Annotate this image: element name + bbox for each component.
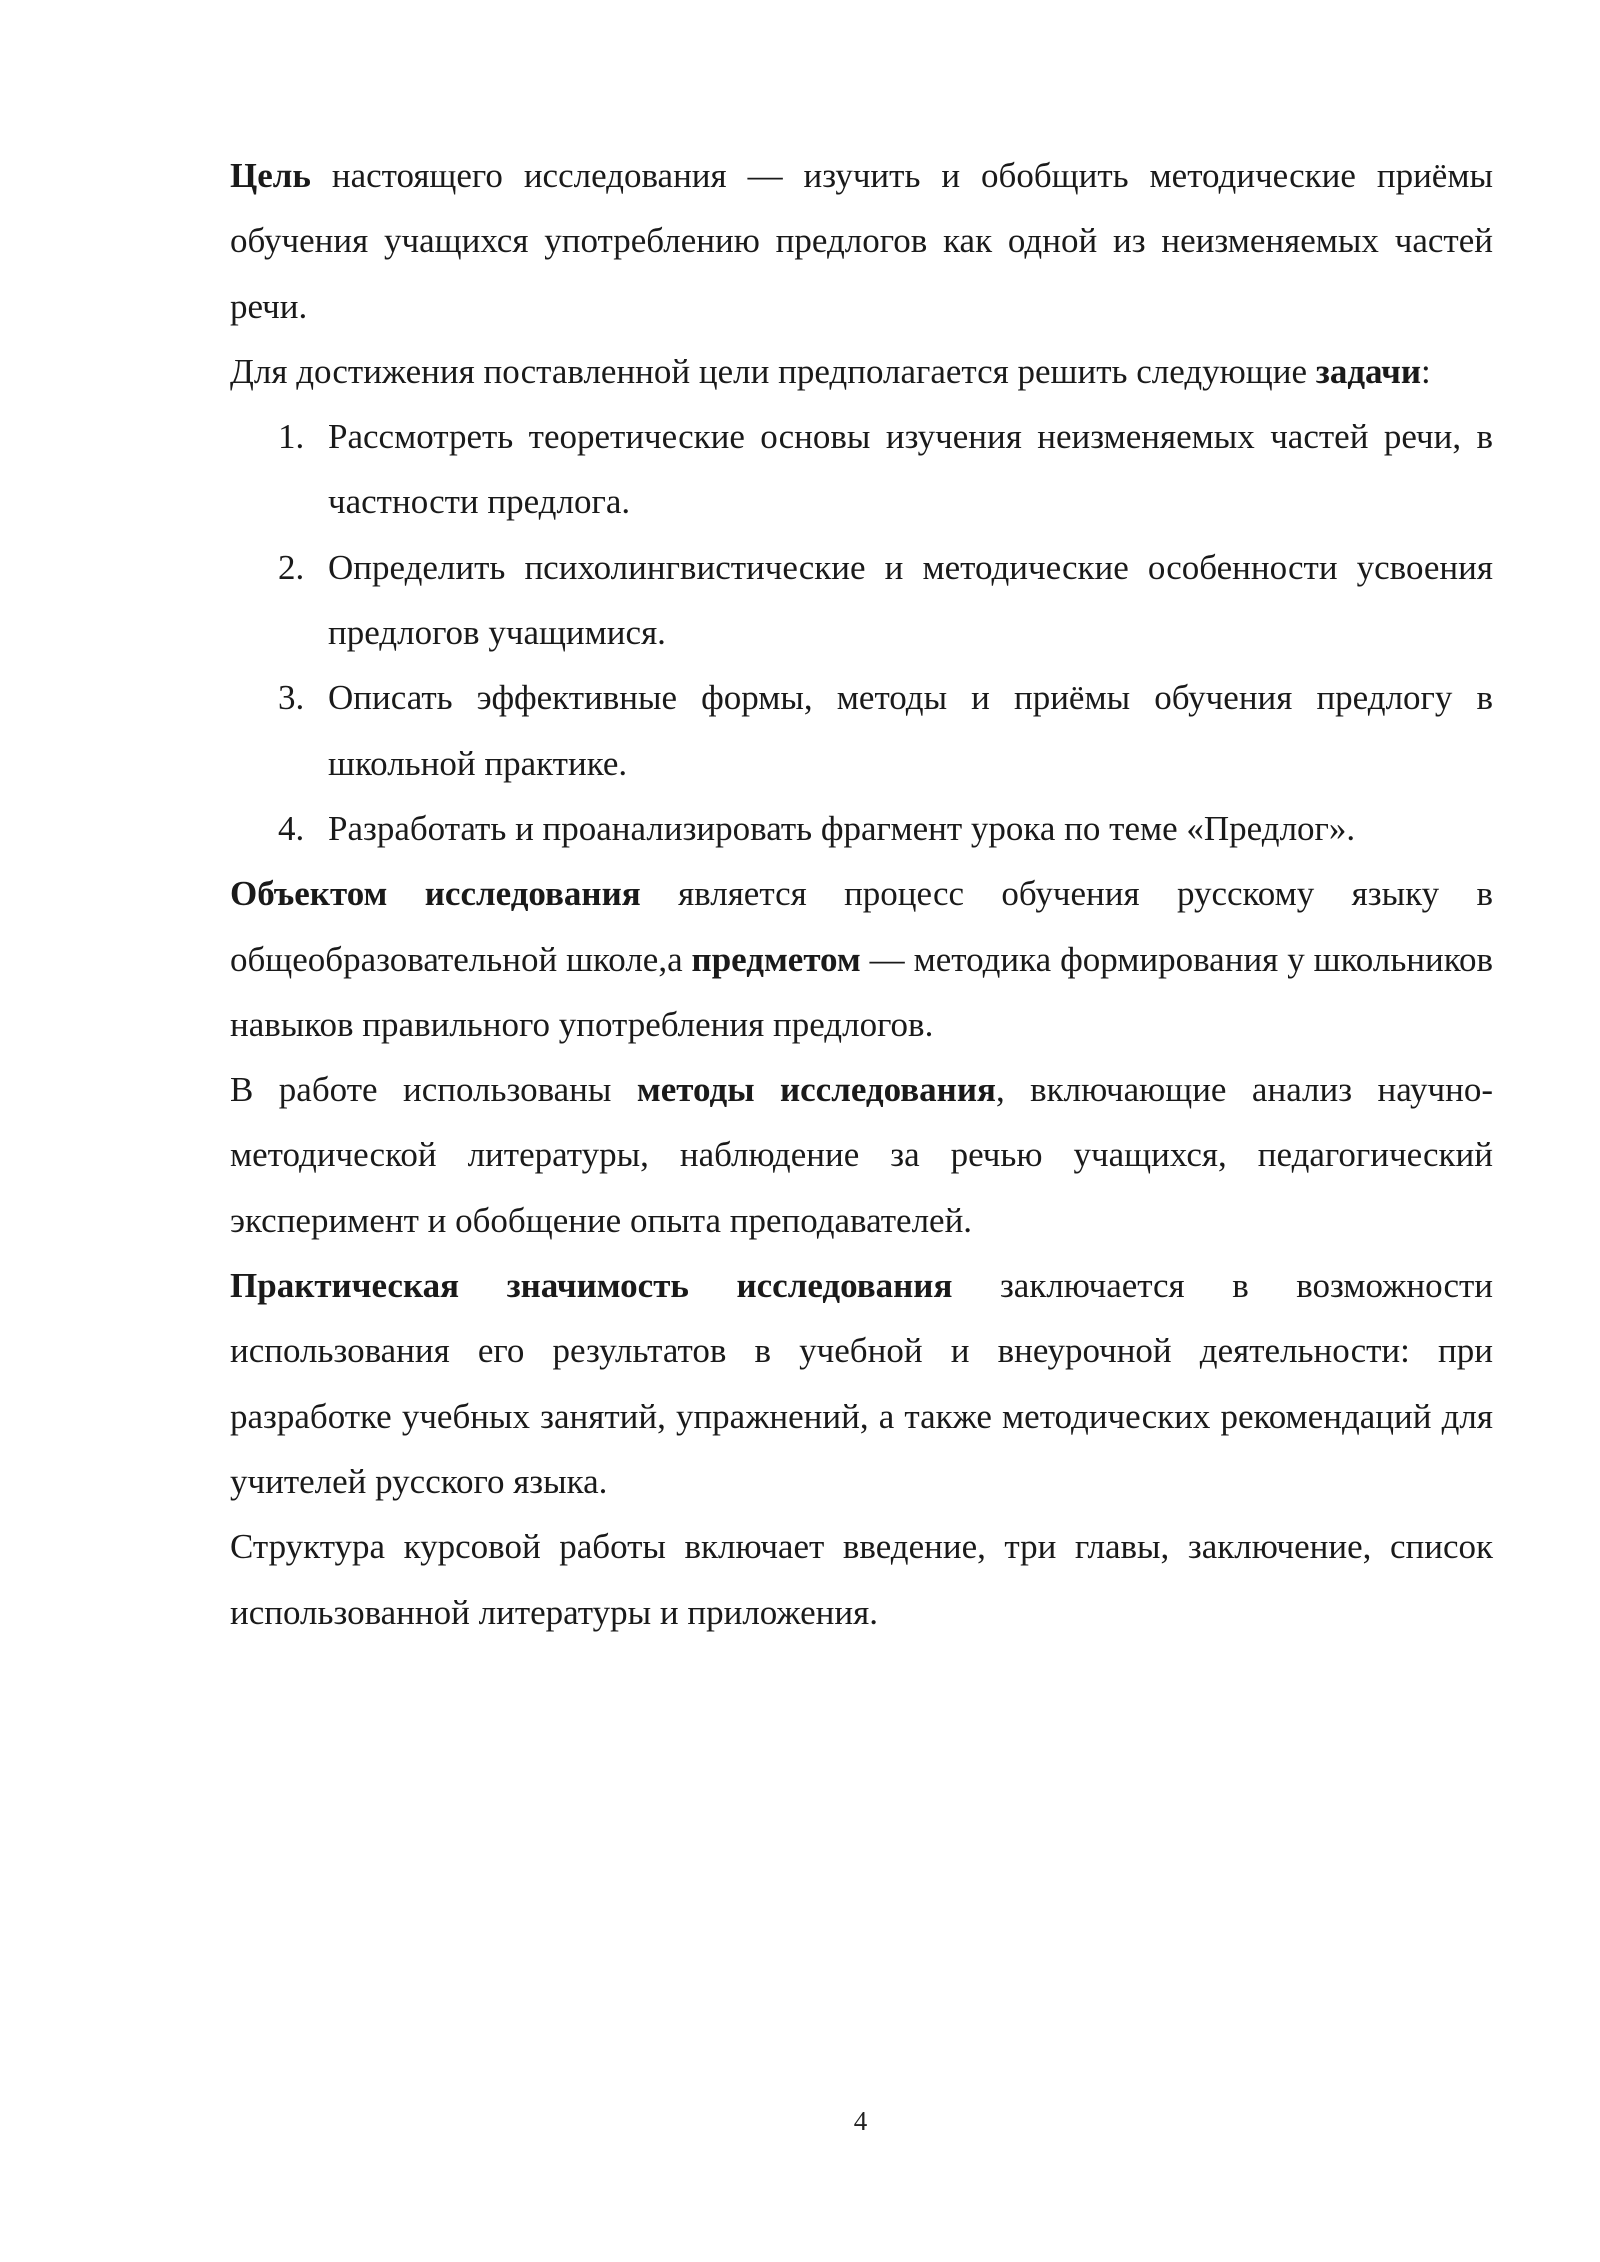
- goal-lead: Цель: [230, 156, 311, 195]
- list-item-number: 2.: [278, 547, 305, 587]
- page-number: 4: [853, 2106, 868, 2136]
- object-paragraph: [230, 861, 1493, 1057]
- methods-text-end: , включающие анализ научно-методической литературы, наблюдение за речью учащихся, педагогический эксперимент и обобщение опыта преподавателей.: [230, 1070, 1494, 1240]
- list-item: [230, 796, 1493, 861]
- list-item: [230, 665, 1493, 796]
- list-item-text: Определить психолингвистические и методические особенности усвоения предлогов учащимися.: [328, 547, 1493, 653]
- goal-text: настоящего исследования — изучить и обобщить методические приёмы обучения учащихся употреблению предлогов как одной из неизменяемых частей речи.: [230, 156, 1493, 326]
- tasks-intro-paragraph: [230, 339, 1493, 404]
- list-item-text: Рассмотреть теоретические основы изучения неизменяемых частей речи, в частности предлога.: [328, 417, 1493, 522]
- methods-paragraph: [230, 1057, 1493, 1253]
- list-item-text: Разработать и проанализировать фрагмент урока по теме «Предлог».: [328, 808, 1356, 848]
- tasks-intro-text: Для достижения поставленной цели предполагается решить следующие: [230, 351, 1316, 391]
- list-item: [230, 404, 1493, 535]
- tasks-intro-end: :: [1421, 351, 1431, 391]
- methods-text-start: В работе использованы: [230, 1070, 637, 1110]
- list-item-text: Описать эффективные формы, методы и приёмы обучения предлогу в школьной практике.: [328, 678, 1493, 783]
- significance-paragraph: [230, 1253, 1493, 1514]
- goal-paragraph: [230, 143, 1493, 339]
- significance-bold: Практическая значимость исследования: [230, 1266, 953, 1306]
- subject-text: — методика формирования у школьников навыков правильного употребления предлогов.: [230, 939, 1493, 1044]
- subject-bold: предметом: [691, 939, 861, 979]
- list-item: [230, 535, 1493, 666]
- page-body: [230, 143, 1493, 1645]
- structure-text: Структура курсовой работы включает введение, три главы, заключение, список использованной литературы и приложения.: [230, 1527, 1493, 1632]
- object-text: является процесс обучения русскому языку в общеобразовательной школе,а: [230, 874, 1493, 979]
- methods-bold: методы исследования: [636, 1070, 996, 1110]
- significance-text: заключается в возможности использования его результатов в учебной и внеурочной деятельности: при разработке учебных занятий, упражнений, а также методических рекомендаций для учителей русского языка.: [230, 1266, 1493, 1501]
- object-bold: Объектом исследования: [230, 874, 641, 914]
- list-item-number: 3.: [278, 678, 305, 718]
- tasks-intro-bold: задачи: [1315, 351, 1422, 391]
- structure-paragraph: [230, 1514, 1493, 1645]
- list-item-number: 4.: [278, 808, 305, 848]
- tasks-list: [230, 404, 1493, 861]
- list-item-number: 1.: [278, 417, 305, 457]
